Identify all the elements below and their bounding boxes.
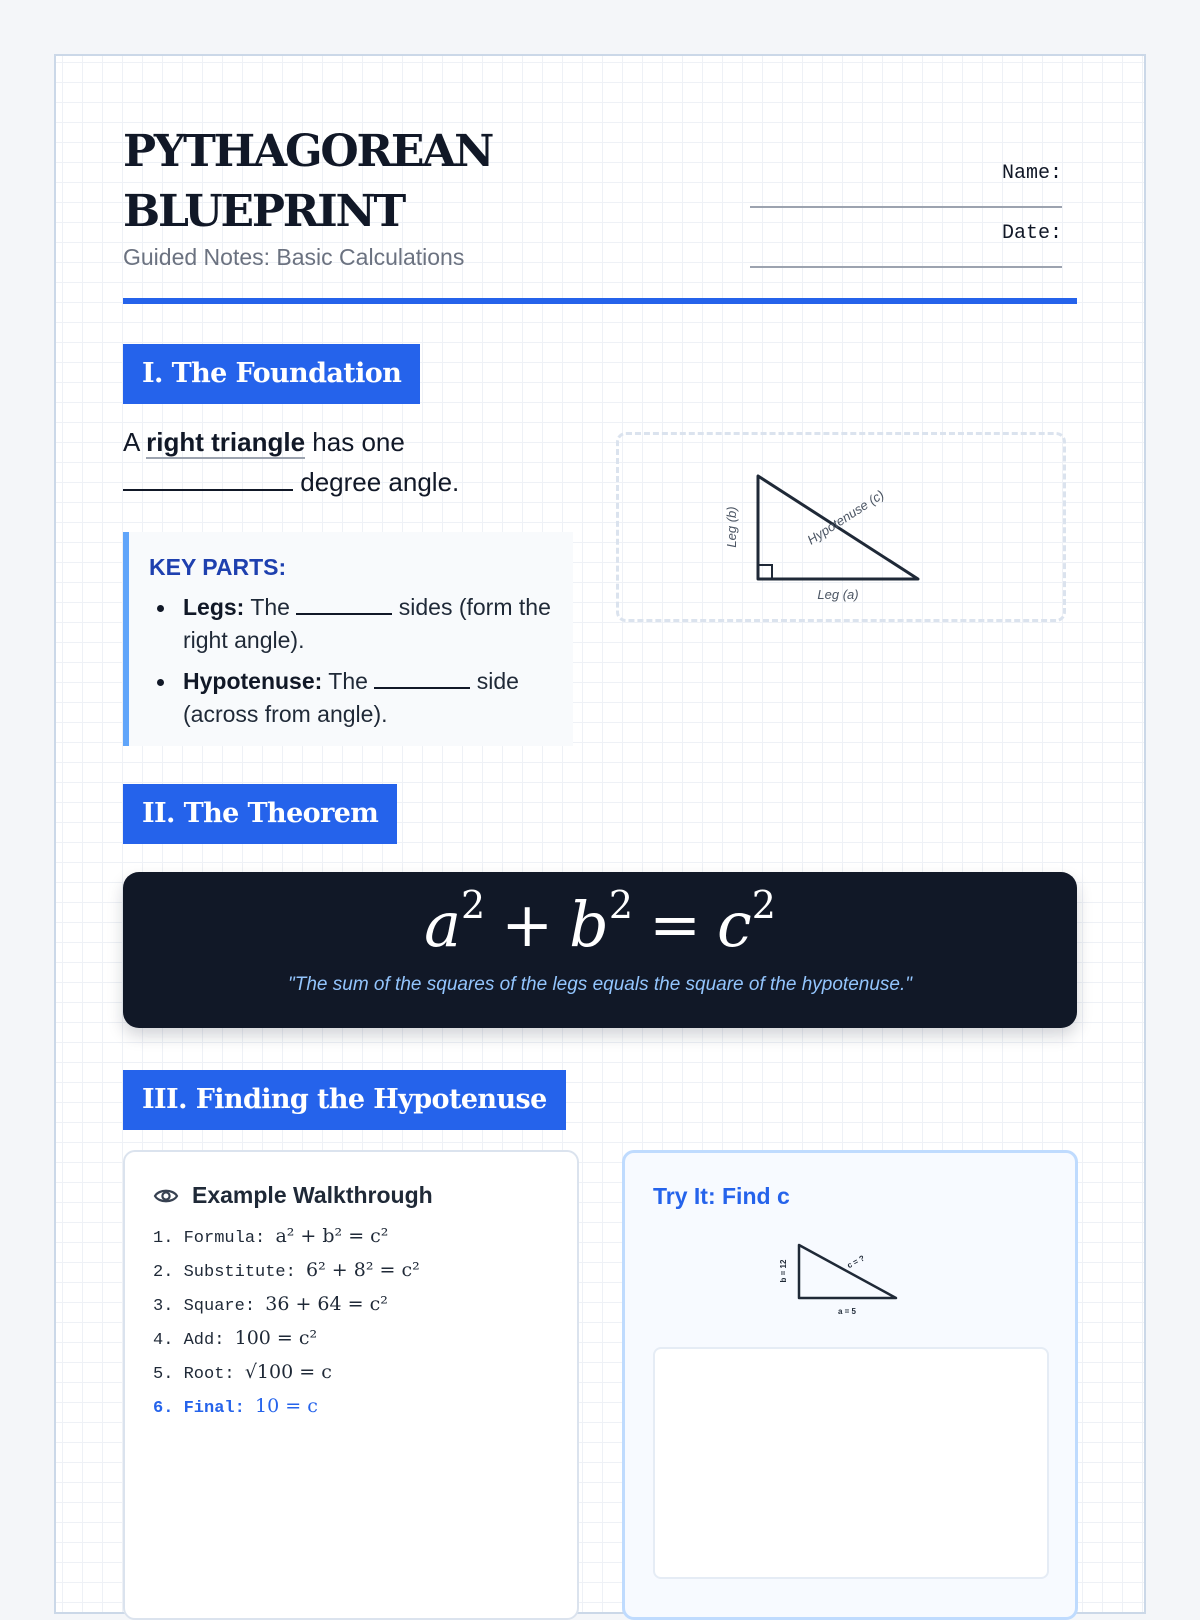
practice-triangle-shape [799, 1245, 896, 1298]
step-label: Final: [183, 1399, 245, 1418]
hypotenuse-after: side (across from angle). [183, 668, 519, 727]
intro-term: right triangle [146, 427, 306, 457]
step-num: 1. [153, 1229, 174, 1248]
formula-b: b [569, 888, 609, 961]
legs-after: sides (form the right angle). [183, 594, 551, 653]
step-row [153, 1287, 549, 1321]
step-num: 6. [153, 1399, 174, 1418]
name-label: Name: [1001, 162, 1062, 185]
practice-leg-b-label: b = 12 [779, 1259, 788, 1283]
intro-middle: has one [312, 427, 405, 457]
example-walkthrough-card [123, 1150, 579, 1620]
intro-prefix: A [123, 427, 139, 457]
step-num: 2. [153, 1263, 174, 1282]
header-divider [123, 298, 1077, 304]
theorem-panel [123, 872, 1077, 1028]
leg-a-label: Leg (a) [817, 587, 859, 602]
step-label: Root: [183, 1365, 235, 1384]
practice-triangle-diagram [765, 1239, 905, 1327]
try-it-title: Try It: Find c [653, 1183, 790, 1209]
example-title-text: Example Walkthrough [192, 1182, 433, 1208]
formula-exp-a: 2 [461, 883, 486, 927]
step-label: Add: [183, 1331, 225, 1350]
step-num: 5. [153, 1365, 174, 1384]
step-row-final [153, 1389, 549, 1423]
hypotenuse-before: The [328, 668, 368, 694]
intro-suffix: degree angle. [300, 467, 460, 497]
practice-leg-a-label: a = 5 [837, 1307, 857, 1316]
example-title [153, 1182, 549, 1209]
hypotenuse-label: Hypotenuse (c) [804, 486, 887, 548]
formula-exp-c: 2 [751, 883, 776, 927]
step-label: Square: [183, 1297, 256, 1316]
formula-plus: + [501, 888, 554, 961]
step-math: 100 = c² [234, 1327, 318, 1349]
step-math: 6² + 8² = c² [306, 1259, 420, 1281]
practice-hypotenuse-label: c = ? [845, 1253, 867, 1271]
legs-blank[interactable] [296, 597, 392, 615]
date-label: Date: [1001, 222, 1062, 245]
step-label: Formula: [183, 1229, 266, 1248]
theorem-formula [123, 872, 1077, 962]
formula-equals: = [649, 888, 702, 961]
step-row [153, 1321, 549, 1355]
list-item [149, 665, 553, 731]
step-math: a² + b² = c² [275, 1225, 389, 1247]
list-item [149, 591, 553, 657]
try-it-card [622, 1150, 1078, 1620]
section-heading-hypotenuse: III. Finding the Hypotenuse [123, 1070, 566, 1130]
step-math: √100 = c [244, 1361, 332, 1383]
eye-icon [153, 1183, 179, 1209]
leg-b-label: Leg (b) [724, 506, 739, 548]
formula-exp-b: 2 [608, 883, 634, 927]
example-steps [153, 1219, 549, 1423]
date-field[interactable] [750, 266, 1062, 268]
step-row [153, 1355, 549, 1389]
step-label: Substitute: [183, 1263, 296, 1282]
step-num: 3. [153, 1297, 174, 1316]
key-parts-box [123, 532, 573, 746]
right-angle-marker [758, 565, 772, 579]
angle-blank[interactable] [123, 469, 293, 491]
answer-workspace[interactable] [653, 1347, 1049, 1579]
section-heading-theorem: II. The Theorem [123, 784, 397, 844]
step-math: 10 = c [255, 1395, 318, 1417]
triangle-diagram-box [616, 432, 1066, 622]
legs-before: The [250, 594, 290, 620]
theorem-quote: "The sum of the squares of the legs equals the square of the hypotenuse." [288, 974, 912, 995]
section-heading-foundation: I. The Foundation [123, 344, 420, 404]
right-triangle-diagram [619, 435, 1063, 619]
step-row [153, 1253, 549, 1287]
page-title-line1: PYTHAGOREAN [123, 126, 493, 177]
page-title-line2: BLUEPRINT [123, 186, 405, 237]
intro-text [123, 422, 603, 502]
formula-a: a [424, 888, 462, 961]
hypotenuse-term: Hypotenuse: [183, 668, 323, 694]
step-math: 36 + 64 = c² [265, 1293, 388, 1315]
formula-c: c [717, 888, 752, 961]
legs-term: Legs: [183, 594, 245, 620]
key-parts-list [149, 591, 553, 731]
page-subtitle: Guided Notes: Basic Calculations [123, 244, 465, 270]
hypotenuse-blank[interactable] [374, 671, 470, 689]
step-num: 4. [153, 1331, 174, 1350]
worksheet-page [54, 54, 1146, 1614]
name-field[interactable] [750, 206, 1062, 208]
key-parts-title: KEY PARTS: [149, 554, 287, 580]
step-row [153, 1219, 549, 1253]
